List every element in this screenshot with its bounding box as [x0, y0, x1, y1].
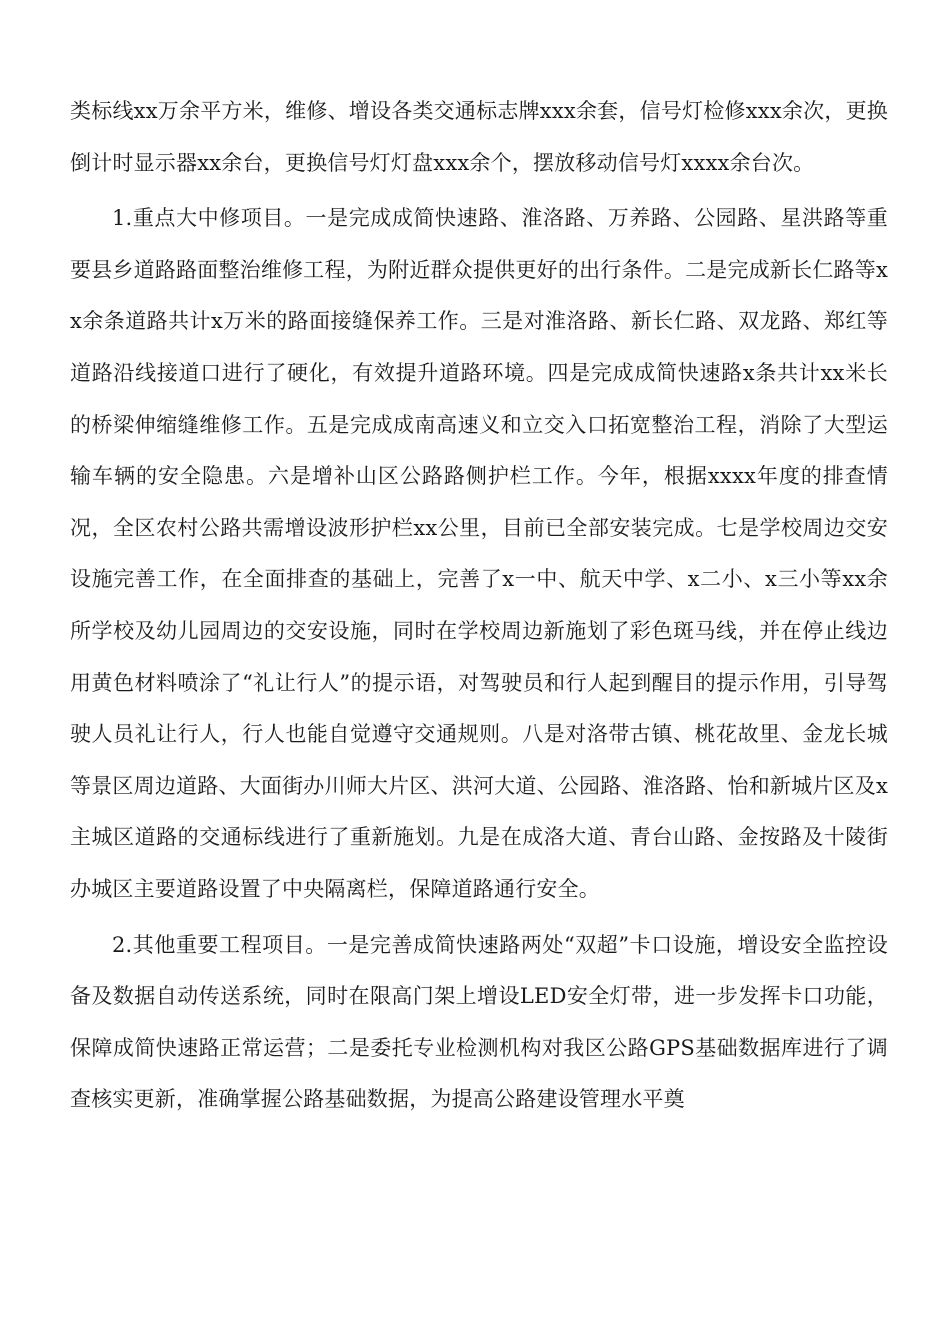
paragraph-continuation: 类标线xx万余平方米，维修、增设各类交通标志牌xxx余套，信号灯检修xxx余次，更换倒计时显示器xx余台，更换信号灯灯盘xxx余个，摆放移动信号灯xxxx余台次。	[70, 99, 888, 175]
paragraph-other-projects: 2.其他重要工程项目。一是完善成简快速路两处“双超”卡口设施，增设安全监控设备及数据自动传送系统，同时在限高门架上增设LED安全灯带，进一步发挥卡口功能，保障成简快速路正常运营；二是委托专业检测机构对我区公路GPS基础数据库进行了调查核实更新，准确掌握公路基础数据，为提高公路建设管理水平奠	[70, 932, 888, 1112]
document-page	[70, 86, 888, 1126]
paragraph-major-repair-projects: 1.重点大中修项目。一是完成成简快速路、淮洛路、万养路、公园路、星洪路等重要县乡道路路面整治维修工程，为附近群众提供更好的出行条件。二是完成新长仁路等xx余条道路共计x万米的路面接缝保养工作。三是对淮洛路、新长仁路、双龙路、郑红等道路沿线接道口进行了硬化，有效提升道路环境。四是完成成简快速路x条共计xx米长的桥梁伸缩缝维修工作。五是完成成南高速义和立交入口拓宽整治工程，消除了大型运输车辆的安全隐患。六是增补山区公路路侧护栏工作。今年，根据xxxx年度的排查情况，全区农村公路共需增设波形护栏xx公里，目前已全部安装完成。七是学校周边交安设施完善工作，在全面排查的基础上，完善了x一中、航天中学、x二小、x三小等xx余所学校及幼儿园周边的交安设施，同时在学校周边新施划了彩色斑马线，并在停止线边用黄色材料喷涂了“礼让行人”的提示语，对驾驶员和行人起到醒目的提示作用，引导驾驶人员礼让行人，行人也能自觉遵守交通规则。八是对洛带古镇、桃花故里、金龙长城等景区周边道路、大面街办川师大片区、洪河大道、公园路、淮洛路、怡和新城片区及x主城区道路的交通标线进行了重新施划。九是在成洛大道、青台山路、金按路及十陵街办城区主要道路设置了中央隔离栏，保障道路通行安全。	[70, 206, 888, 901]
